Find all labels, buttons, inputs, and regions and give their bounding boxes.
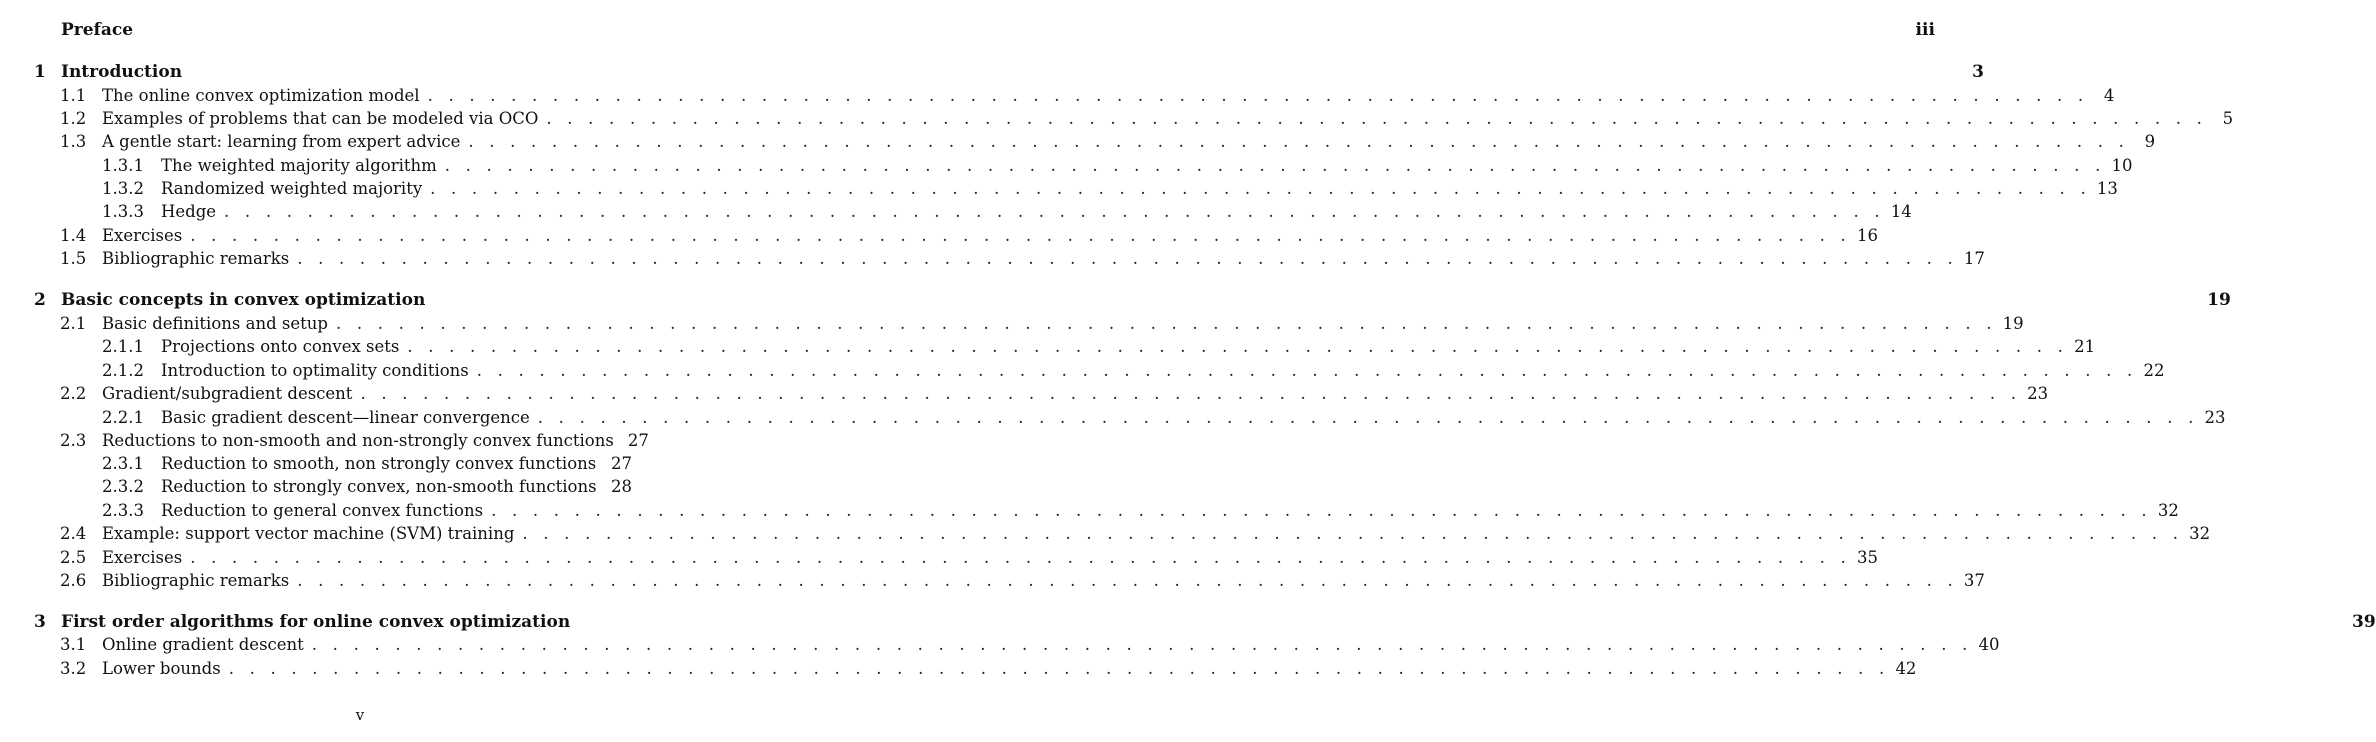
toc-entry-number: 2 <box>34 290 46 310</box>
toc-entry-title: Basic definitions and setup <box>102 314 328 333</box>
toc-entry-section[interactable] <box>34 659 1917 683</box>
toc-dot-leader: . . . . . . . . . . . . . . . . . . . . . . . . . . . . . . . . . . . . . . . . . . . . . . . . . . . . . . . . . . . . . . . . . . . . . . . . . . . . . . . . <box>444 156 2106 175</box>
toc-entry-title: Exercises <box>102 226 183 245</box>
toc-entry-title: Reduction to strongly convex, non-smooth functions <box>161 477 597 496</box>
toc-entry-page: 13 <box>2096 179 2118 198</box>
toc-entry-title: Introduction <box>61 62 183 82</box>
toc-entry-section[interactable] <box>34 635 2000 659</box>
toc-entry-title: Basic concepts in convex optimization <box>61 290 426 310</box>
toc-dot-leader: . . . . . . . . . . . . . . . . . . . . . . . . . . . . . . . . . . . . . . . . . . . . . . . . . . . . . . . . . . . . . . . . . . . . . . . . . . . . . . . . <box>468 132 2130 151</box>
toc-dot-leader: . . . . . . . . . . . . . . . . . . . . . . . . . . . . . . . . . . . . . . . . . . . . . . . . . . . . . . . . . . . . . . . . . . . . . . . . . . . . . . . . <box>522 524 2184 543</box>
toc-entry-title: Preface <box>61 20 134 40</box>
toc-dot-leader: . . . . . . . . . . . . . . . . . . . . . . . . . . . . . . . . . . . . . . . . . . . . . . . . . . . . . . . . . . . . . . . . . . . . . . . . . . . . . . . . <box>430 179 2091 198</box>
toc-entry-number: 1.4 <box>60 226 87 245</box>
toc-entry-section[interactable] <box>34 109 2234 133</box>
toc-dot-leader: . . . . . . . . . . . . . . . . . . . . . . . . . . . . . . . . . . . . . . . . . . . . . . . . . . . . . . . . . . . . . . . . . . . . . . . . . . . . . . . . <box>311 635 1973 654</box>
toc-dot-leader: . . . . . . . . . . . . . . . . . . . . . . . . . . . . . . . . . . . . . . . . . . . . . . . . . . . . . . . . . . . . . . . . . . . . . . . . . . . . . . . . <box>407 337 2069 356</box>
toc-entry-title: Randomized weighted majority <box>161 179 423 198</box>
toc-entry-page: 40 <box>1978 635 2000 654</box>
toc-entry-section[interactable] <box>34 431 649 455</box>
toc-entry-page: 16 <box>1856 226 1878 245</box>
toc-entry-number: 2.5 <box>60 548 87 567</box>
toc-entry-page: 21 <box>2074 337 2096 356</box>
toc-entry-page: 32 <box>2157 501 2179 520</box>
toc-entry-number: 1.2 <box>60 109 87 128</box>
toc-entry-page: 32 <box>2189 524 2211 543</box>
toc-entry-number: 1.1 <box>60 86 87 105</box>
toc-entry-section[interactable] <box>34 226 1878 250</box>
toc-dot-leader: . . . . . . . . . . . . . . . . . . . . . . . . . . . . . . . . . . . . . . . . . . . . . . . . . . . . . . . . . . . . . . . . . . . . . . . . . . . . . . . . <box>491 501 2152 520</box>
toc-entry-page: 22 <box>2143 361 2165 380</box>
toc-entry-section[interactable] <box>34 86 2115 110</box>
toc-entry-title: Gradient/subgradient descent <box>102 384 353 403</box>
toc-dot-leader: . . . . . . . . . . . . . . . . . . . . . . . . . . . . . . . . . . . . . . . . . . . . . . . . . . . . . . . . . . . . . . . . . . . . . . . . . . . . . . . . <box>360 384 2022 403</box>
toc-entry-chapter[interactable] <box>34 612 2376 636</box>
toc-entry-subsection[interactable] <box>34 454 632 478</box>
toc-entry-number: 2.1.2 <box>102 361 144 380</box>
toc-entry-title: The online convex optimization model <box>102 86 420 105</box>
toc-dot-leader: . . . . . . . . . . . . . . . . . . . . . . . . . . . . . . . . . . . . . . . . . . . . . . . . . . . . . . . . . . . . . . . . . . . . . . . . . . . . . . . . <box>476 361 2138 380</box>
toc-entry-page: 35 <box>1856 548 1878 567</box>
toc-entry-number: 2.3 <box>60 431 87 450</box>
toc-entry-title: Example: support vector machine (SVM) training <box>102 524 515 543</box>
toc-entry-title: Online gradient descent <box>102 635 304 654</box>
toc-entry-page: 5 <box>2222 109 2234 128</box>
toc-dot-leader: . . . . . . . . . . . . . . . . . . . . . . . . . . . . . . . . . . . . . . . . . . . . . . . . . . . . . . . . . . . . . . . . . . . . . . . . . . . . . . . . <box>228 659 1890 678</box>
toc-entry-page: iii <box>1915 20 1935 40</box>
toc-dot-leader <box>604 454 605 473</box>
toc-entry-title: First order algorithms for online convex optimization <box>61 612 571 632</box>
toc-dot-leader: . . . . . . . . . . . . . . . . . . . . . . . . . . . . . . . . . . . . . . . . . . . . . . . . . . . . . . . . . . . . . . . . . . . . . . . . . . . . . . . . <box>427 86 2089 105</box>
toc-entry-page: 9 <box>2144 132 2156 151</box>
toc-entry-page: 19 <box>2207 290 2231 310</box>
toc-entry-title: Exercises <box>102 548 183 567</box>
toc-entry-subsection[interactable] <box>34 202 1912 226</box>
toc-entry-subsection[interactable] <box>34 501 2179 525</box>
toc-entry-page: 4 <box>2103 86 2115 105</box>
toc-entry-page: 42 <box>1895 659 1917 678</box>
toc-entry-chapter[interactable] <box>34 20 1935 44</box>
toc-entry-page: 23 <box>2204 408 2226 427</box>
toc-entry-number: 2.2.1 <box>102 408 144 427</box>
toc-entry-title: A gentle start: learning from expert advice <box>102 132 461 151</box>
toc-dot-leader: . . . . . . . . . . . . . . . . . . . . . . . . . . . . . . . . . . . . . . . . . . . . . . . . . . . . . . . . . . . . . . . . . . . . . . . . . . . . . . . . <box>297 571 1958 590</box>
toc-entry-subsection[interactable] <box>34 477 632 501</box>
toc-entry-title: Reduction to general convex functions <box>161 501 484 520</box>
toc-entry-number: 2.3.1 <box>102 454 144 473</box>
toc-entry-subsection[interactable] <box>34 361 2165 385</box>
toc-entry-number: 2.4 <box>60 524 87 543</box>
toc-entry-section[interactable] <box>34 571 1985 595</box>
toc-entry-number: 3.2 <box>60 659 87 678</box>
toc-entry-number: 2.1 <box>60 314 87 333</box>
toc-entry-page: 28 <box>611 477 632 496</box>
toc-entry-page: 27 <box>627 431 649 450</box>
toc-entry-title: Reduction to smooth, non strongly convex functions <box>161 454 597 473</box>
toc-dot-leader: . . . . . . . . . . . . . . . . . . . . . . . . . . . . . . . . . . . . . . . . . . . . . . . . . . . . . . . . . . . . . . . . . . . . . . . . . . . . . . . . <box>190 548 1851 567</box>
toc-entry-subsection[interactable] <box>34 337 2096 361</box>
toc-entry-number: 1.3.1 <box>102 156 144 175</box>
toc-entry-subsection[interactable] <box>34 156 2133 180</box>
toc-entry-title: Projections onto convex sets <box>161 337 400 356</box>
toc-entry-title: Introduction to optimality conditions <box>161 361 469 380</box>
toc-entry-number: 1.3.2 <box>102 179 144 198</box>
toc-entry-title: The weighted majority algorithm <box>161 156 437 175</box>
toc-entry-number: 1.3 <box>60 132 87 151</box>
toc-entry-number: 2.1.1 <box>102 337 144 356</box>
toc-entry-section[interactable] <box>34 249 1985 273</box>
toc-entry-section[interactable] <box>34 548 1878 572</box>
toc-entry-page: 19 <box>2002 314 2024 333</box>
toc-entry-title: Hedge <box>161 202 217 221</box>
toc-entry-section[interactable] <box>34 524 2211 548</box>
toc-entry-number: 3 <box>34 612 46 632</box>
toc-entry-section[interactable] <box>34 314 2024 338</box>
toc-entry-page: 14 <box>1890 202 1912 221</box>
toc-entry-page: 3 <box>1972 62 1984 82</box>
toc-entry-number: 2.2 <box>60 384 87 403</box>
toc-dot-leader: . . . . . . . . . . . . . . . . . . . . . . . . . . . . . . . . . . . . . . . . . . . . . . . . . . . . . . . . . . . . . . . . . . . . . . . . . . . . . . . . <box>190 226 1851 245</box>
toc-entry-page: 27 <box>611 454 632 473</box>
toc-dot-leader: . . . . . . . . . . . . . . . . . . . . . . . . . . . . . . . . . . . . . . . . . . . . . . . . . . . . . . . . . . . . . . . . . . . . . . . . . . . . . . . . <box>546 109 2208 128</box>
toc-entry-number: 1.5 <box>60 249 87 268</box>
toc-entry-subsection[interactable] <box>34 408 2226 432</box>
toc-entry-number: 1.3.3 <box>102 202 144 221</box>
toc-entry-title: Bibliographic remarks <box>102 249 290 268</box>
toc-entry-section[interactable] <box>34 384 2049 408</box>
toc-entry-title: Lower bounds <box>102 659 221 678</box>
toc-entry-number: 2.3.2 <box>102 477 144 496</box>
toc-entry-subsection[interactable] <box>34 179 2118 203</box>
toc-entry-number: 2.3.3 <box>102 501 144 520</box>
toc-entry-page: 39 <box>2352 612 2376 632</box>
toc-entry-number: 1 <box>34 62 46 82</box>
toc-entry-title: Examples of problems that can be modeled via OCO <box>102 109 539 128</box>
toc-entry-page: 17 <box>1963 249 1985 268</box>
toc-dot-leader: . . . . . . . . . . . . . . . . . . . . . . . . . . . . . . . . . . . . . . . . . . . . . . . . . . . . . . . . . . . . . . . . . . . . . . . . . . . . . . . . <box>537 408 2199 427</box>
toc-entry-page: 23 <box>2027 384 2049 403</box>
toc-entry-chapter[interactable] <box>34 290 2231 314</box>
toc-entry-chapter[interactable] <box>34 62 1984 86</box>
toc-entry-number: 3.1 <box>60 635 87 654</box>
footer-page-number: v <box>355 706 365 724</box>
toc-entry-title: Basic gradient descent—linear convergence <box>161 408 530 427</box>
toc-entry-page: 37 <box>1963 571 1985 590</box>
toc-dot-leader: . . . . . . . . . . . . . . . . . . . . . . . . . . . . . . . . . . . . . . . . . . . . . . . . . . . . . . . . . . . . . . . . . . . . . . . . . . . . . . . . <box>297 249 1958 268</box>
toc-entry-number: 2.6 <box>60 571 87 590</box>
toc-entry-page: 10 <box>2111 156 2133 175</box>
toc-entry-title: Reductions to non-smooth and non-strongly convex functions <box>102 431 614 450</box>
toc-entry-title: Bibliographic remarks <box>102 571 290 590</box>
toc-dot-leader: . . . . . . . . . . . . . . . . . . . . . . . . . . . . . . . . . . . . . . . . . . . . . . . . . . . . . . . . . . . . . . . . . . . . . . . . . . . . . . . . <box>335 314 1997 333</box>
toc-dot-leader: . . . . . . . . . . . . . . . . . . . . . . . . . . . . . . . . . . . . . . . . . . . . . . . . . . . . . . . . . . . . . . . . . . . . . . . . . . . . . . . . <box>224 202 1885 221</box>
toc-entry-section[interactable] <box>34 132 2156 156</box>
